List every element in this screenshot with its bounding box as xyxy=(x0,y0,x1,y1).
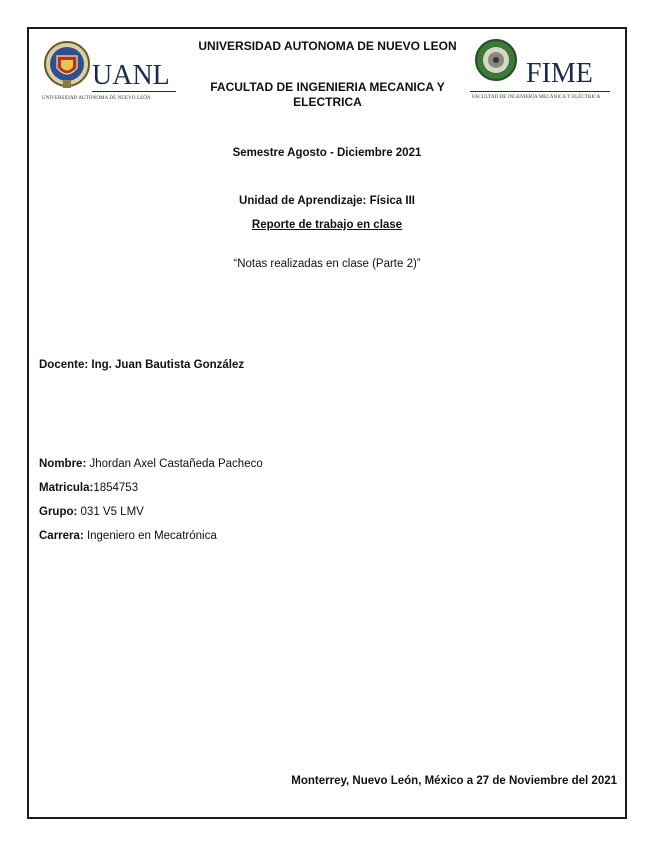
student-name-label: Nombre: xyxy=(39,458,87,470)
course-name: Unidad de Aprendizaje: Física III xyxy=(239,195,415,207)
student-group-row xyxy=(39,506,144,518)
fime-logo-caption: FACULTAD DE INGENIERÍA MECÁNICA Y ELÉCTRICA xyxy=(472,95,601,100)
student-id-label: Matricula: xyxy=(39,482,94,494)
place-date: Monterrey, Nuevo León, México a 27 de Noviembre del 2021 xyxy=(291,775,617,787)
university-name: UNIVERSIDAD AUTONOMA DE NUEVO LEON xyxy=(198,39,457,53)
student-career-row xyxy=(39,530,217,542)
semester: Semestre Agosto - Diciembre 2021 xyxy=(232,147,422,159)
student-name-value: Jhordan Axel Castañeda Pacheco xyxy=(86,458,263,470)
fime-logo-rule xyxy=(470,91,610,92)
fime-logo xyxy=(470,38,612,104)
report-subtitle: “Notas realizadas en clase (Parte 2)” xyxy=(233,258,421,270)
uanl-logo-rule xyxy=(92,91,176,92)
report-title: Reporte de trabajo en clase xyxy=(251,219,403,231)
faculty-name: FACULTAD DE INGENIERIA MECANICA Y ELECTRICA xyxy=(210,80,445,109)
uanl-logo-word: UANL xyxy=(92,60,170,91)
uanl-logo xyxy=(40,40,180,106)
student-name-row xyxy=(39,458,263,470)
uanl-shield-icon xyxy=(43,40,91,92)
student-id-value: 1854753 xyxy=(93,482,139,494)
uanl-logo-caption: UNIVERSIDAD AUTÓNOMA DE NUEVO LEÓN xyxy=(42,96,151,101)
teacher: Docente: Ing. Juan Bautista González xyxy=(39,359,245,371)
student-group-label: Grupo: xyxy=(39,506,78,518)
student-career-value: Ingeniero en Mecatrónica xyxy=(83,530,217,542)
student-career-label: Carrera: xyxy=(39,530,84,542)
fime-logo-word: FIME xyxy=(526,58,593,89)
fime-gear-icon xyxy=(474,38,518,84)
student-group-value: 031 V5 LMV xyxy=(77,506,144,518)
student-id-row xyxy=(39,482,138,494)
